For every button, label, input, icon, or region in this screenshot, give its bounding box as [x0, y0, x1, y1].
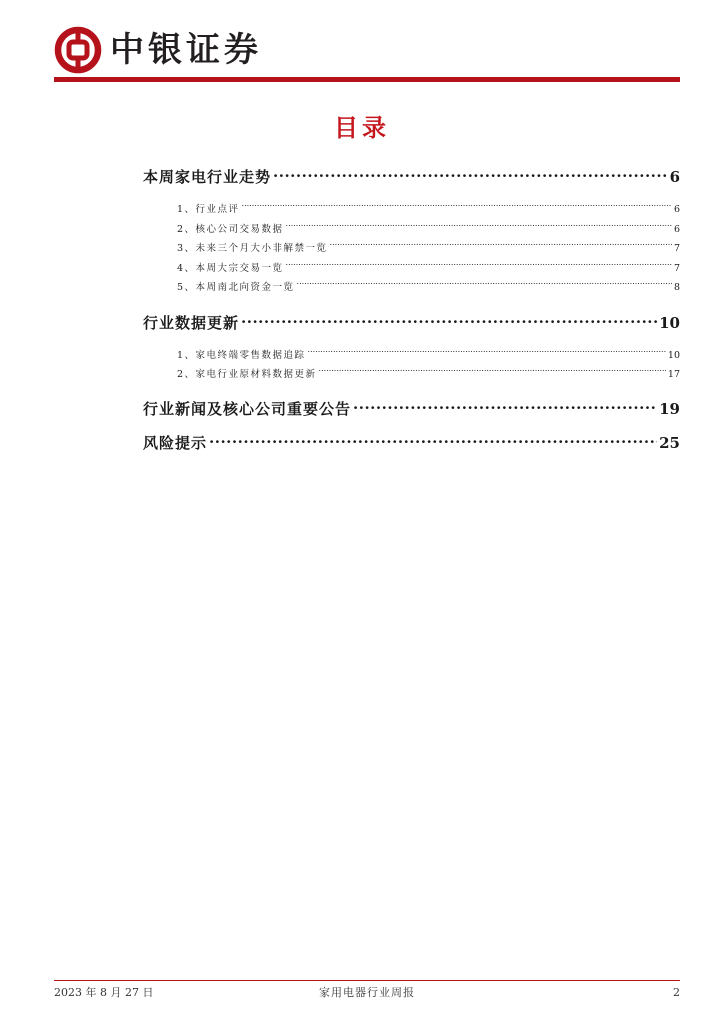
toc-item-page: 6: [673, 224, 680, 235]
page-number: 2: [673, 986, 680, 999]
toc-item-label: 1、家电终端零售数据追踪: [177, 350, 306, 361]
toc-section-2[interactable]: [143, 308, 680, 332]
toc-section-page: 10: [659, 314, 680, 332]
toc-section-page: 25: [659, 434, 680, 452]
toc-section-1[interactable]: [143, 162, 680, 186]
toc-item-1-4[interactable]: [177, 255, 680, 274]
header-divider: [54, 77, 680, 82]
toc-section-page: 19: [659, 400, 680, 418]
toc-item-label: 4、本周大宗交易一览: [177, 263, 284, 274]
toc-item-page: 6: [673, 204, 680, 215]
toc-item-2-2[interactable]: [177, 361, 680, 380]
toc-section-page: 6: [669, 168, 680, 186]
toc-section-3[interactable]: [143, 394, 680, 418]
bank-of-china-icon: [54, 26, 102, 74]
toc-section-label: 本周家电行业走势: [143, 168, 272, 186]
toc-title: 目录: [334, 113, 390, 142]
page-header: [54, 26, 680, 82]
toc-leader-dots: [209, 428, 657, 448]
toc-section-label: 行业数据更新: [143, 314, 240, 332]
toc-item-1-5[interactable]: [177, 274, 680, 293]
toc-leader-dots: [286, 255, 672, 271]
toc-leader-dots: [242, 196, 672, 212]
toc-leader-dots: [286, 216, 672, 232]
toc-leader-dots: [319, 361, 666, 377]
toc-leader-dots: [308, 342, 666, 358]
toc-leader-dots: [330, 235, 672, 251]
toc-leader-dots: [297, 274, 672, 290]
toc-item-label: 2、核心公司交易数据: [177, 224, 284, 235]
toc-section-4[interactable]: [143, 428, 680, 452]
report-date: 2023 年 8 月 27 日: [54, 986, 154, 999]
page-footer: [54, 985, 680, 1001]
toc-item-1-3[interactable]: [177, 235, 680, 254]
footer-divider: [54, 980, 680, 981]
toc-item-label: 5、本周南北向资金一览: [177, 282, 295, 293]
toc-item-page: 7: [673, 263, 680, 274]
toc-item-page: 8: [673, 282, 680, 293]
toc-item-page: 7: [673, 243, 680, 254]
toc-item-page: 10: [667, 350, 680, 361]
company-name: 中银证券: [110, 30, 262, 70]
toc-item-1-2[interactable]: [177, 216, 680, 235]
toc-item-1-1[interactable]: [177, 196, 680, 215]
toc-leader-dots: [241, 308, 657, 328]
report-name: 家用电器行业周报: [319, 986, 415, 999]
toc-item-label: 3、未来三个月大小非解禁一览: [177, 243, 328, 254]
company-logo: [54, 26, 262, 74]
toc-item-label: 2、家电行业原材料数据更新: [177, 369, 317, 380]
toc-item-label: 1、行业点评: [177, 204, 240, 215]
toc-leader-dots: [273, 162, 668, 182]
toc-section-label: 风险提示: [143, 434, 208, 452]
toc-item-2-1[interactable]: [177, 342, 680, 361]
toc-section-label: 行业新闻及核心公司重要公告: [143, 400, 352, 418]
toc-item-page: 17: [667, 369, 680, 380]
toc-leader-dots: [353, 394, 657, 414]
